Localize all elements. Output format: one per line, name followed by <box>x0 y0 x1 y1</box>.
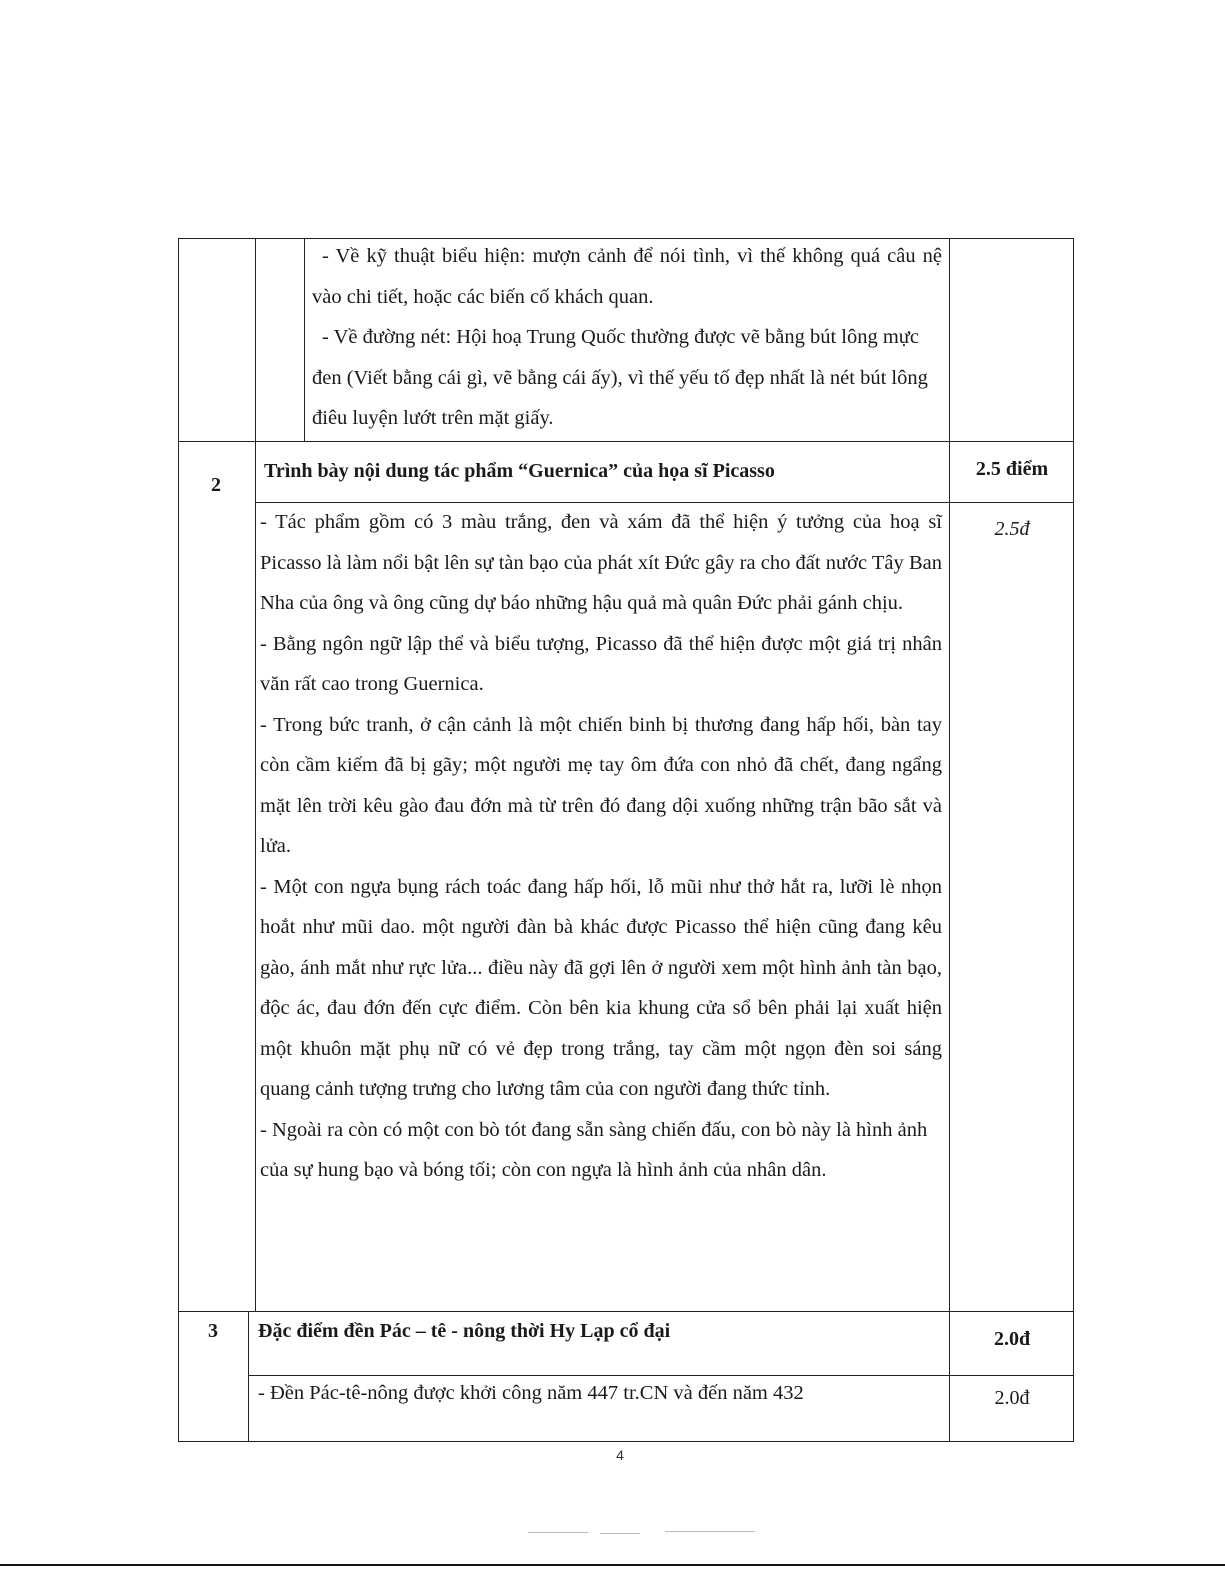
row3-heading: Đặc điểm đền Pác – tê - nông thời Hy Lạp cổ đại <box>258 1320 671 1342</box>
table-bottom-border <box>178 1441 1074 1442</box>
row3-content-score: 2.0đ <box>994 1387 1030 1409</box>
scan-artifact <box>528 1532 588 1533</box>
row3-heading-score: 2.0đ <box>993 1328 1031 1350</box>
row2-content <box>260 502 942 1191</box>
row3-number: 3 <box>208 1320 218 1342</box>
row1-content <box>312 236 942 439</box>
row2-paragraph: - Trong bức tranh, ở cận cảnh là một chiến binh bị thương đang hấp hối, bàn tay còn cầm kiếm đã bị gãy; một người mẹ tay ôm đứa con nhỏ đã chết, đang ngẩng mặt lên trời kêu gào đau đớn mà từ trên đó đang dội xuống những trận bão sắt và lửa. <box>260 713 942 857</box>
scan-bottom-edge <box>0 1564 1225 1566</box>
row2-heading: Trình bày nội dung tác phẩm “Guernica” của họa sĩ Picasso <box>264 460 775 482</box>
score-column-divider <box>949 238 950 1442</box>
row1-col-b <box>304 238 305 442</box>
scan-artifact <box>665 1531 755 1532</box>
row2-number: 2 <box>211 474 221 496</box>
row3-content: - Đền Pác-tê-nông được khởi công năm 447 tr.CN và đến năm 432 <box>258 1382 804 1404</box>
row2-paragraph: - Một con ngựa bụng rách toác đang hấp hối, lỗ mũi như thở hắt ra, lưỡi lè nhọn hoắt như mũi dao. một người đàn bà khác được Picasso thể hiện cũng đang kêu gào, ánh mắt như rực lửa... điều này đã gợi lên ở người xem một hình ảnh tàn bạo, độc ác, đau đớn đến cực điểm. Còn bên kia khung cửa sổ bên phải lại xuất hiện một khuôn mặt phụ nữ có vẻ đẹp trong trắng, tay cầm một ngọn đèn soi sáng quang cảnh tượng trưng cho lương tâm của con người đang thức tỉnh. <box>260 875 942 1100</box>
table-right-border <box>1073 238 1074 1442</box>
scan-artifact <box>600 1533 640 1534</box>
row1-paragraph: - Về đường nét: Hội hoạ Trung Quốc thường được vẽ bằng bút lông mực đen (Viết bằng cái gì, vẽ bằng cái ấy), vì thế yếu tố đẹp nhất là nét bút lông điêu luyện lướt trên mặt giấy. <box>312 326 928 429</box>
row2-heading-score: 2.5 điểm <box>975 458 1049 480</box>
table-left-border <box>178 238 179 1442</box>
row2-content-score: 2.5đ <box>994 518 1030 540</box>
row2-number-divider <box>255 441 256 1312</box>
answer-table <box>178 238 1074 1442</box>
row3-number-divider <box>248 1311 249 1442</box>
row2-top-border <box>178 441 1074 442</box>
row2-paragraph: - Bằng ngôn ngữ lập thể và biểu tượng, Picasso đã thể hiện được một giá trị nhân văn rất cao trong Guernica. <box>260 632 942 695</box>
row2-paragraph: - Ngoài ra còn có một con bò tót đang sẵn sàng chiến đấu, con bò này là hình ảnh của sự hung bạo và bóng tối; còn con ngựa là hình ảnh của nhân dân. <box>260 1118 928 1181</box>
row2-paragraph: - Tác phẩm gồm có 3 màu trắng, đen và xám đã thể hiện ý tưởng của hoạ sĩ Picasso là làm nổi bật lên sự tàn bạo của phát xít Đức gây ra cho đất nước Tây Ban Nha của ông và ông cũng dự báo những hậu quả mà quân Đức phải gánh chịu. <box>260 511 942 614</box>
page-number: 4 <box>616 1447 624 1463</box>
row1-col-a <box>255 238 256 442</box>
row1-paragraph: - Về kỹ thuật biểu hiện: mượn cảnh để nói tình, vì thế không quá câu nệ vào chi tiết, hoặc các biến cố khách quan. <box>312 245 942 308</box>
